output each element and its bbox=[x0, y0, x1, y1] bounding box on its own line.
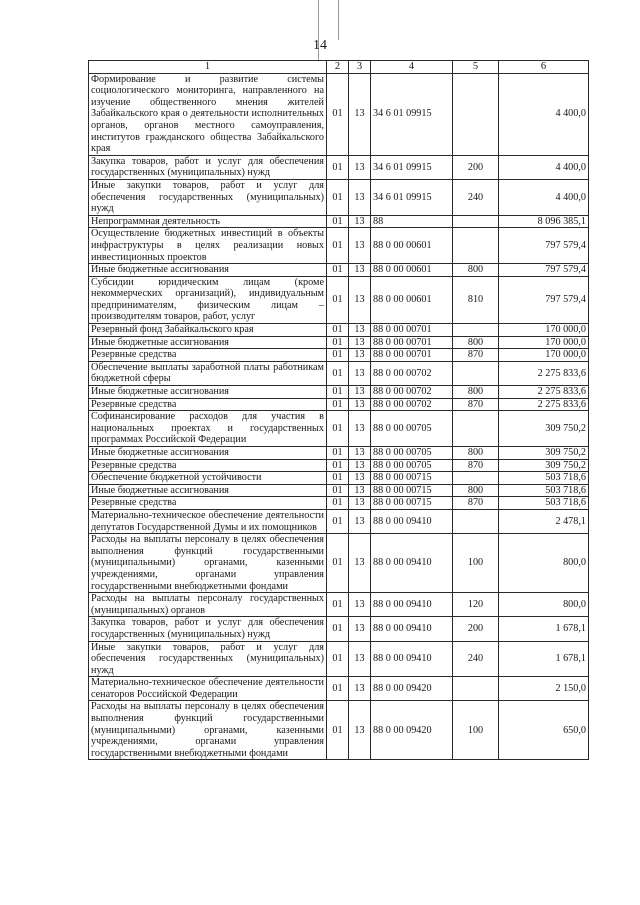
section-code-cell: 01 bbox=[327, 411, 349, 447]
amount-cell: 2 478,1 bbox=[499, 509, 589, 533]
header-cell: 3 bbox=[349, 61, 371, 74]
page-number: 14 bbox=[313, 38, 327, 53]
section-code-cell: 01 bbox=[327, 264, 349, 277]
section-code-cell: 01 bbox=[327, 472, 349, 485]
table-row bbox=[89, 472, 589, 485]
row-name-cell: Расходы на выплаты персоналу государственных (муниципальных) органов bbox=[89, 593, 327, 617]
target-article-cell: 88 0 00 00701 bbox=[371, 349, 453, 362]
subsection-code-cell: 13 bbox=[349, 509, 371, 533]
expense-type-cell bbox=[453, 324, 499, 337]
section-code-cell: 01 bbox=[327, 677, 349, 701]
row-name-cell: Иные закупки товаров, работ и услуг для обеспечения государственных (муниципальных) нужд bbox=[89, 179, 327, 215]
subsection-code-cell: 13 bbox=[349, 179, 371, 215]
subsection-code-cell: 13 bbox=[349, 264, 371, 277]
amount-cell: 2 150,0 bbox=[499, 677, 589, 701]
subsection-code-cell: 13 bbox=[349, 398, 371, 411]
expense-type-cell: 100 bbox=[453, 534, 499, 593]
target-article-cell: 88 0 00 00601 bbox=[371, 228, 453, 264]
row-name-cell: Материально-техническое обеспечение деятельности сенаторов Российской Федерации bbox=[89, 677, 327, 701]
section-code-cell: 01 bbox=[327, 447, 349, 460]
section-code-cell: 01 bbox=[327, 73, 349, 155]
subsection-code-cell: 13 bbox=[349, 73, 371, 155]
section-code-cell: 01 bbox=[327, 155, 349, 179]
target-article-cell: 88 0 00 00702 bbox=[371, 398, 453, 411]
subsection-code-cell: 13 bbox=[349, 155, 371, 179]
section-code-cell: 01 bbox=[327, 484, 349, 497]
target-article-cell: 88 0 00 09410 bbox=[371, 641, 453, 677]
target-article-cell: 88 0 00 00702 bbox=[371, 361, 453, 385]
expense-type-cell bbox=[453, 411, 499, 447]
row-name-cell: Софинансирование расходов для участия в национальных проектах и государственных программах Российской Федерации bbox=[89, 411, 327, 447]
amount-cell: 650,0 bbox=[499, 701, 589, 760]
table-row bbox=[89, 677, 589, 701]
subsection-code-cell: 13 bbox=[349, 411, 371, 447]
subsection-code-cell: 13 bbox=[349, 215, 371, 228]
amount-cell: 4 400,0 bbox=[499, 155, 589, 179]
subsection-code-cell: 13 bbox=[349, 484, 371, 497]
expense-type-cell: 240 bbox=[453, 641, 499, 677]
row-name-cell: Резервные средства bbox=[89, 459, 327, 472]
subsection-code-cell: 13 bbox=[349, 228, 371, 264]
expense-type-cell: 800 bbox=[453, 386, 499, 399]
subsection-code-cell: 13 bbox=[349, 459, 371, 472]
row-name-cell: Резервный фонд Забайкальского края bbox=[89, 324, 327, 337]
expense-type-cell bbox=[453, 472, 499, 485]
table-row bbox=[89, 593, 589, 617]
subsection-code-cell: 13 bbox=[349, 701, 371, 760]
row-name-cell: Обеспечение выплаты заработной платы работникам бюджетной сферы bbox=[89, 361, 327, 385]
row-name-cell: Иные бюджетные ассигнования bbox=[89, 386, 327, 399]
subsection-code-cell: 13 bbox=[349, 617, 371, 641]
target-article-cell: 88 0 00 00715 bbox=[371, 472, 453, 485]
section-code-cell: 01 bbox=[327, 349, 349, 362]
target-article-cell: 34 6 01 09915 bbox=[371, 73, 453, 155]
amount-cell: 170 000,0 bbox=[499, 324, 589, 337]
target-article-cell: 88 0 00 00705 bbox=[371, 411, 453, 447]
row-name-cell: Резервные средства bbox=[89, 349, 327, 362]
row-name-cell: Обеспечение бюджетной устойчивости bbox=[89, 472, 327, 485]
subsection-code-cell: 13 bbox=[349, 361, 371, 385]
table-row bbox=[89, 447, 589, 460]
table-row bbox=[89, 324, 589, 337]
table-row bbox=[89, 386, 589, 399]
table-row bbox=[89, 701, 589, 760]
budget-table bbox=[88, 60, 589, 760]
row-name-cell: Иные бюджетные ассигнования bbox=[89, 264, 327, 277]
section-code-cell: 01 bbox=[327, 361, 349, 385]
amount-cell: 503 718,6 bbox=[499, 484, 589, 497]
expense-type-cell: 200 bbox=[453, 155, 499, 179]
row-name-cell: Субсидии юридическим лицам (кроме некоммерческих организаций), индивидуальным предпринимателям, физическим лицам – производителям товаров, работ, услуг bbox=[89, 276, 327, 323]
section-code-cell: 01 bbox=[327, 497, 349, 510]
amount-cell: 503 718,6 bbox=[499, 472, 589, 485]
row-name-cell: Иные бюджетные ассигнования bbox=[89, 484, 327, 497]
table-row bbox=[89, 276, 589, 323]
table-row bbox=[89, 361, 589, 385]
section-code-cell: 01 bbox=[327, 641, 349, 677]
expense-type-cell: 120 bbox=[453, 593, 499, 617]
table-row bbox=[89, 411, 589, 447]
expense-type-cell bbox=[453, 677, 499, 701]
section-code-cell: 01 bbox=[327, 228, 349, 264]
row-name-cell: Иные бюджетные ассигнования bbox=[89, 336, 327, 349]
row-name-cell: Осуществление бюджетных инвестиций в объекты инфраструктуры в целях реализации новых инвестиционных проектов bbox=[89, 228, 327, 264]
header-cell: 5 bbox=[453, 61, 499, 74]
section-code-cell: 01 bbox=[327, 534, 349, 593]
target-article-cell: 88 0 00 00705 bbox=[371, 459, 453, 472]
target-article-cell: 88 0 00 00715 bbox=[371, 484, 453, 497]
amount-cell: 309 750,2 bbox=[499, 459, 589, 472]
subsection-code-cell: 13 bbox=[349, 472, 371, 485]
section-code-cell: 01 bbox=[327, 617, 349, 641]
target-article-cell: 88 0 00 00701 bbox=[371, 324, 453, 337]
table-row bbox=[89, 398, 589, 411]
table-row bbox=[89, 497, 589, 510]
subsection-code-cell: 13 bbox=[349, 386, 371, 399]
table-row bbox=[89, 155, 589, 179]
expense-type-cell: 870 bbox=[453, 459, 499, 472]
amount-cell: 800,0 bbox=[499, 534, 589, 593]
section-code-cell: 01 bbox=[327, 593, 349, 617]
subsection-code-cell: 13 bbox=[349, 349, 371, 362]
subsection-code-cell: 13 bbox=[349, 497, 371, 510]
table-row bbox=[89, 509, 589, 533]
header-cell: 2 bbox=[327, 61, 349, 74]
row-name-cell: Иные бюджетные ассигнования bbox=[89, 447, 327, 460]
amount-cell: 170 000,0 bbox=[499, 336, 589, 349]
section-code-cell: 01 bbox=[327, 324, 349, 337]
amount-cell: 797 579,4 bbox=[499, 276, 589, 323]
target-article-cell: 88 0 00 09420 bbox=[371, 677, 453, 701]
amount-cell: 800,0 bbox=[499, 593, 589, 617]
expense-type-cell: 810 bbox=[453, 276, 499, 323]
expense-type-cell: 200 bbox=[453, 617, 499, 641]
target-article-cell: 88 0 00 00715 bbox=[371, 497, 453, 510]
amount-cell: 1 678,1 bbox=[499, 617, 589, 641]
amount-cell: 309 750,2 bbox=[499, 411, 589, 447]
row-name-cell: Расходы на выплаты персоналу в целях обеспечения выполнения функций государственными (муниципальными) органами, казенными учреждениями, органами управления государственными внебюджетными фондами bbox=[89, 534, 327, 593]
expense-type-cell bbox=[453, 215, 499, 228]
subsection-code-cell: 13 bbox=[349, 276, 371, 323]
amount-cell: 4 400,0 bbox=[499, 179, 589, 215]
row-name-cell: Непрограммная деятельность bbox=[89, 215, 327, 228]
expense-type-cell: 800 bbox=[453, 484, 499, 497]
section-code-cell: 01 bbox=[327, 459, 349, 472]
row-name-cell: Резервные средства bbox=[89, 497, 327, 510]
target-article-cell: 88 0 00 00702 bbox=[371, 386, 453, 399]
section-code-cell: 01 bbox=[327, 509, 349, 533]
expense-type-cell: 100 bbox=[453, 701, 499, 760]
amount-cell: 2 275 833,6 bbox=[499, 361, 589, 385]
amount-cell: 2 275 833,6 bbox=[499, 386, 589, 399]
expense-type-cell: 870 bbox=[453, 497, 499, 510]
row-name-cell: Резервные средства bbox=[89, 398, 327, 411]
expense-type-cell bbox=[453, 361, 499, 385]
row-name-cell: Закупка товаров, работ и услуг для обеспечения государственных (муниципальных) нужд bbox=[89, 155, 327, 179]
table-row bbox=[89, 459, 589, 472]
table-row bbox=[89, 228, 589, 264]
row-name-cell: Материально-техническое обеспечение деятельности депутатов Государственной Думы и их помощников bbox=[89, 509, 327, 533]
target-article-cell: 88 bbox=[371, 215, 453, 228]
expense-type-cell: 800 bbox=[453, 264, 499, 277]
amount-cell: 170 000,0 bbox=[499, 349, 589, 362]
target-article-cell: 88 0 00 09410 bbox=[371, 617, 453, 641]
subsection-code-cell: 13 bbox=[349, 336, 371, 349]
row-name-cell: Иные закупки товаров, работ и услуг для обеспечения государственных (муниципальных) нужд bbox=[89, 641, 327, 677]
section-code-cell: 01 bbox=[327, 179, 349, 215]
table-header-row bbox=[89, 61, 589, 74]
section-code-cell: 01 bbox=[327, 215, 349, 228]
amount-cell: 797 579,4 bbox=[499, 264, 589, 277]
expense-type-cell bbox=[453, 73, 499, 155]
subsection-code-cell: 13 bbox=[349, 534, 371, 593]
subsection-code-cell: 13 bbox=[349, 324, 371, 337]
expense-type-cell: 870 bbox=[453, 398, 499, 411]
row-name-cell: Закупка товаров, работ и услуг для обеспечения государственных (муниципальных) нужд bbox=[89, 617, 327, 641]
table-row bbox=[89, 73, 589, 155]
row-name-cell: Формирование и развитие системы социологического мониторинга, направленного на изучение общественного мнения жителей Забайкальского края о деятельности исполнительных органов, органов местного самоуправления, институтов гражданского общества Забайкальского края bbox=[89, 73, 327, 155]
section-code-cell: 01 bbox=[327, 386, 349, 399]
target-article-cell: 88 0 00 09410 bbox=[371, 593, 453, 617]
amount-cell: 8 096 385,1 bbox=[499, 215, 589, 228]
expense-type-cell: 240 bbox=[453, 179, 499, 215]
section-code-cell: 01 bbox=[327, 398, 349, 411]
table-row bbox=[89, 349, 589, 362]
amount-cell: 4 400,0 bbox=[499, 73, 589, 155]
target-article-cell: 88 0 00 00601 bbox=[371, 276, 453, 323]
subsection-code-cell: 13 bbox=[349, 677, 371, 701]
amount-cell: 1 678,1 bbox=[499, 641, 589, 677]
subsection-code-cell: 13 bbox=[349, 447, 371, 460]
subsection-code-cell: 13 bbox=[349, 641, 371, 677]
subsection-code-cell: 13 bbox=[349, 593, 371, 617]
section-code-cell: 01 bbox=[327, 336, 349, 349]
table-row bbox=[89, 484, 589, 497]
table-row bbox=[89, 336, 589, 349]
target-article-cell: 88 0 00 09410 bbox=[371, 509, 453, 533]
header-cell: 1 bbox=[89, 61, 327, 74]
table-row bbox=[89, 641, 589, 677]
amount-cell: 503 718,6 bbox=[499, 497, 589, 510]
expense-type-cell bbox=[453, 509, 499, 533]
target-article-cell: 34 6 01 09915 bbox=[371, 179, 453, 215]
target-article-cell: 88 0 00 00701 bbox=[371, 336, 453, 349]
table-row bbox=[89, 617, 589, 641]
amount-cell: 797 579,4 bbox=[499, 228, 589, 264]
expense-type-cell: 800 bbox=[453, 336, 499, 349]
row-name-cell: Расходы на выплаты персоналу в целях обеспечения выполнения функций государственными (муниципальными) органами, казенными учреждениями, органами управления государственными внебюджетными фондами bbox=[89, 701, 327, 760]
header-cell: 6 bbox=[499, 61, 589, 74]
target-article-cell: 88 0 00 09420 bbox=[371, 701, 453, 760]
expense-type-cell bbox=[453, 228, 499, 264]
amount-cell: 2 275 833,6 bbox=[499, 398, 589, 411]
target-article-cell: 88 0 00 09410 bbox=[371, 534, 453, 593]
header-cell: 4 bbox=[371, 61, 453, 74]
table-row bbox=[89, 264, 589, 277]
table-row bbox=[89, 534, 589, 593]
amount-cell: 309 750,2 bbox=[499, 447, 589, 460]
section-code-cell: 01 bbox=[327, 276, 349, 323]
expense-type-cell: 800 bbox=[453, 447, 499, 460]
target-article-cell: 34 6 01 09915 bbox=[371, 155, 453, 179]
table-row bbox=[89, 179, 589, 215]
target-article-cell: 88 0 00 00705 bbox=[371, 447, 453, 460]
target-article-cell: 88 0 00 00601 bbox=[371, 264, 453, 277]
section-code-cell: 01 bbox=[327, 701, 349, 760]
table-row bbox=[89, 215, 589, 228]
expense-type-cell: 870 bbox=[453, 349, 499, 362]
